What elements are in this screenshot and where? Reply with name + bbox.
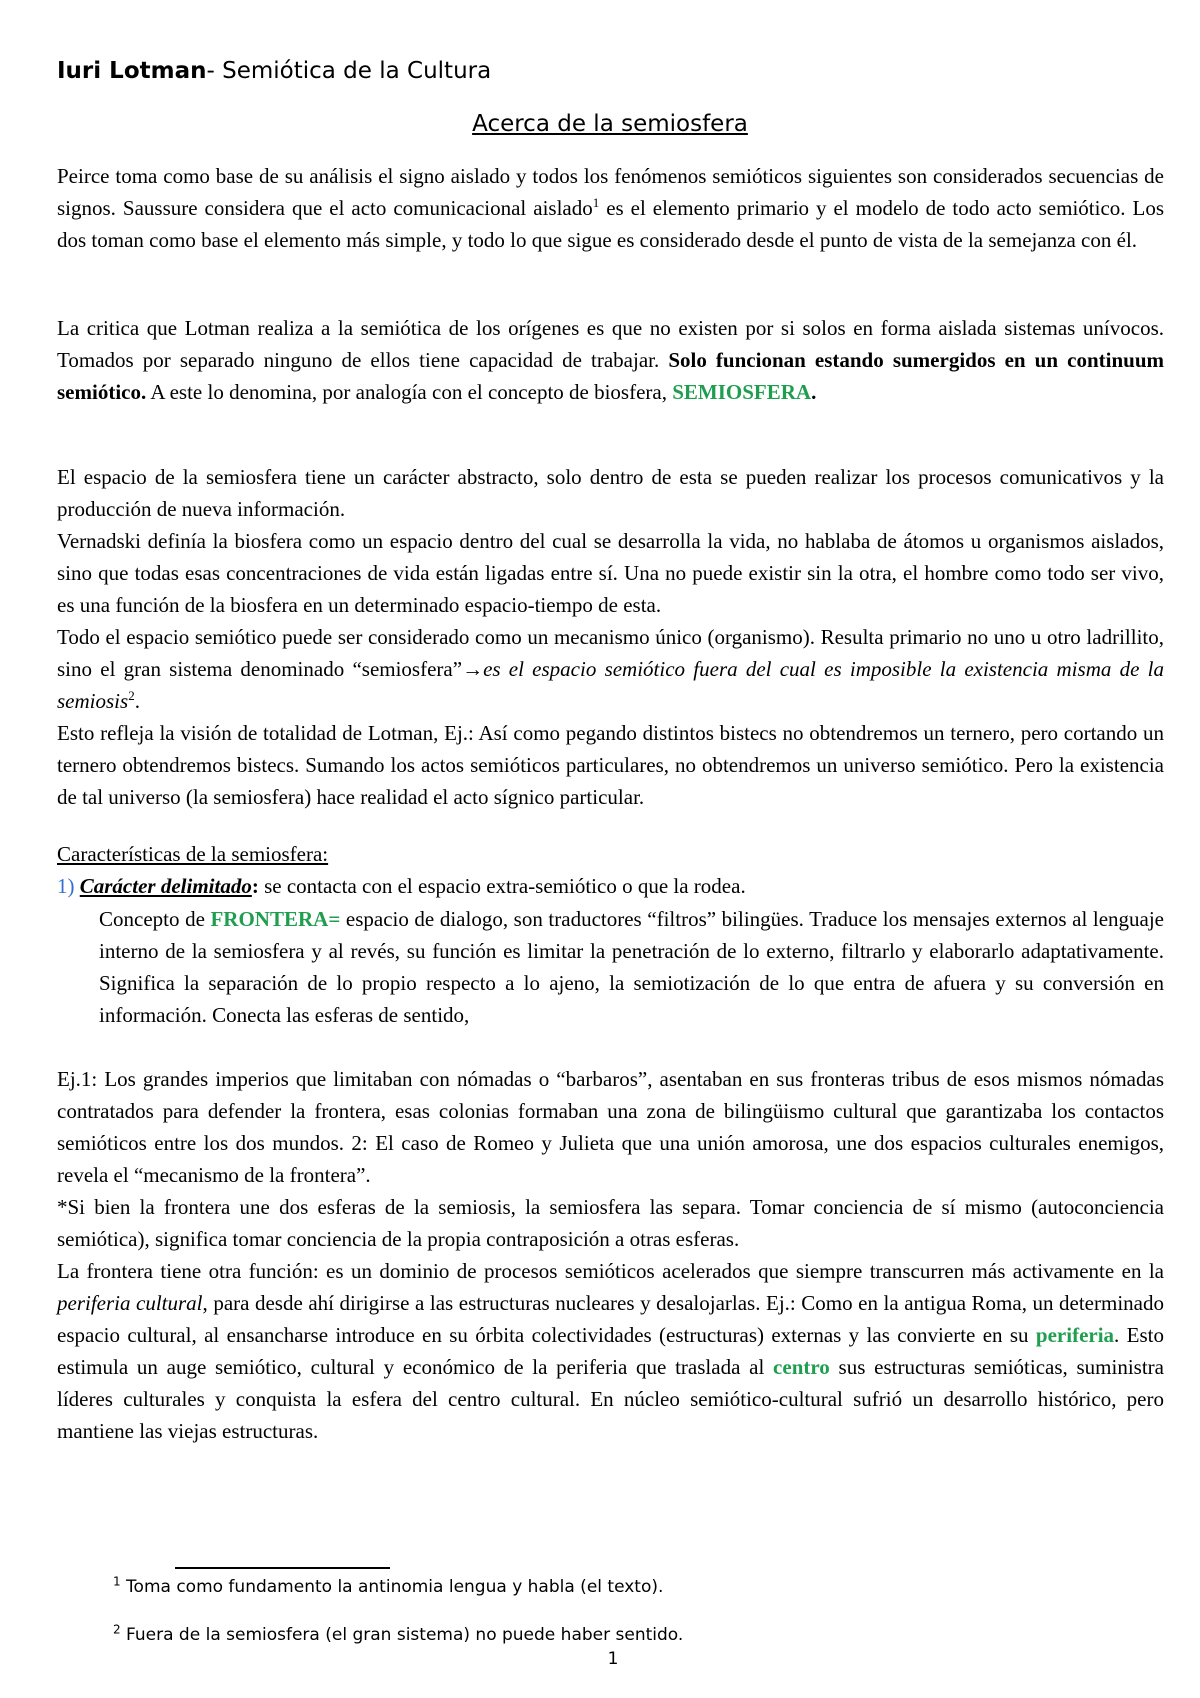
footnote-2: $^2$ Fuera de la semiosfera (el gran sistema) no puede haber sentido. [113,1622,684,1645]
text-line: Todo el espacio semiótico puede ser considerado como un mecanismo único (organismo). Resulta primario no uno u otro ladrillito, sino el gran sistema denominado “semiosfera”→es el espacio semiótico fuera del cual es imposible la existencia misma de la semiosis$^2$. [57,625,1164,713]
periferia-term: periferia [1035,1323,1115,1347]
section-heading: Características de la semiosfera: [57,842,329,866]
list-number: 1) [57,874,75,898]
list-item-label: Carácter delimitado [79,874,252,898]
frontera-concept: Concepto de FRONTERA= espacio de dialogo, son traductores “filtros” bilingües. Traduce los mensajes externos al lenguaje interno de la semiosfera y al revés, su función es limitar la penetración de lo externo, filtrarlo y elaborarlo adaptativamente. Significa la separación de lo propio respecto a lo ajeno, la semiotización de lo que entra de afuera y su conversión en información. Conecta las esferas de sentido, [99,907,1164,1027]
footnote-ref-2: 2 [128,688,135,703]
paragraph-peirce-saussure: Peirce toma como base de su análisis el signo aislado y todos los fenómenos semióticos siguientes son considerados secuencias de signos. Saussure considera que el acto comunicacional aislado$^1$ es el elemento primario y el modelo de todo acto semiótico. Los dos toman como base el elemento más simple, y todo lo que sigue es considerado desde el punto de vista de la semejanza con él. [57,164,1164,252]
paragraph-semiosphere-space [57,461,1164,813]
paragraph-examples [57,1063,1164,1447]
semiosfera-term: SEMIOSFERA [672,380,812,404]
frontera-term: FRONTERA= [210,907,341,931]
page-title: Acerca de la semiosfera [472,111,748,137]
work-title: - Semiótica de la Cultura [206,58,492,84]
arrow-icon: → [462,657,484,681]
author-name: Iuri Lotman [57,58,207,84]
italic-term: periferia cultural [57,1291,203,1315]
text-line: *Si bien la frontera une dos esferas de la semiosis, la semiosfera las separa. Tomar conciencia de sí mismo (autoconciencia semiótica), significa tomar conciencia de la propia contraposición a otras esferas. [57,1195,1164,1251]
bold-statement: Solo funcionan estando sumergidos en un continuum semiótico. [57,348,1164,404]
footnote-1: $^1$ Toma como fundamento la antinomia lengua y habla (el texto). [113,1574,664,1597]
paragraph-lotman-critique: La critica que Lotman realiza a la semiótica de los orígenes es que no existen por si solos en forma aislada sistemas unívocos. Tomados por separado ninguno de ellos tiene capacidad de trabajar. Solo funcionan estando sumergidos en un continuum semiótico. A este lo denomina, por analogía con el concepto de biosfera, SEMIOSFERA. [57,316,1164,404]
centro-term: centro [773,1355,830,1379]
footnote-ref-1: 1 [592,195,600,210]
text-line: El espacio de la semiosfera tiene un carácter abstracto, solo dentro de esta se pueden realizar los procesos comunicativos y la producción de nueva información. [57,465,1164,521]
footnote-separator [175,1567,390,1569]
italic-definition: es el espacio semiótico fuera del cual es imposible la existencia misma de la semiosis [57,657,1164,713]
text-line: Ej.1: Los grandes imperios que limitaban con nómadas o “barbaros”, asentaban en sus fronteras tribus de esos mismos nómadas contratados para defender la frontera, esas colonias formaban una zona de bilingüismo cultural que garantizaba los contactos semióticos entre los dos mundos. 2: El caso de Romeo y Julieta que una unión amorosa, une dos espacios culturales enemigos, revela el “mecanismo de la frontera”. [57,1067,1164,1187]
document-header [57,58,491,84]
text-line: Esto refleja la visión de totalidad de Lotman, Ej.: Así como pegando distintos bistecs no obtendremos un ternero, pero cortando un ternero obtendremos bistecs. Sumando los actos semióticos particulares, no obtendremos un universo semiótico. Pero la existencia de tal universo (la semiosfera) hace realidad el acto sígnico particular. [57,721,1164,809]
text-line: Vernadski definía la biosfera como un espacio dentro del cual se desarrolla la vida, no hablaba de átomos u organismos aislados, sino que todas esas concentraciones de vida están ligadas entre sí. Una no puede existir sin la otra, el hombre como todo ser vivo, es una función de la biosfera en un determinado espacio-tiempo de esta. [57,529,1164,617]
list-item: 1) Carácter delimitado: se contacta con el espacio extra-semiótico o que la rodea. [57,874,746,898]
text-line: La frontera tiene otra función: es un dominio de procesos semióticos acelerados que siempre transcurren más activamente en la periferia cultural, para desde ahí dirigirse a las estructuras nucleares y desalojarlas. Ej.: Como en la antigua Roma, un determinado espacio cultural, al ensancharse introduce en su órbita colectividades (estructuras) externas y las convierte en su periferia. Esto estimula un auge semiótico, cultural y económico de la periferia que traslada al centro sus estructuras semióticas, suministra líderes culturales y conquista la esfera del centro cultural. En núcleo semiótico-cultural sufrió un desarrollo histórico, pero mantiene las viejas estructuras. [57,1259,1165,1443]
page-number: 1 [607,1649,619,1669]
